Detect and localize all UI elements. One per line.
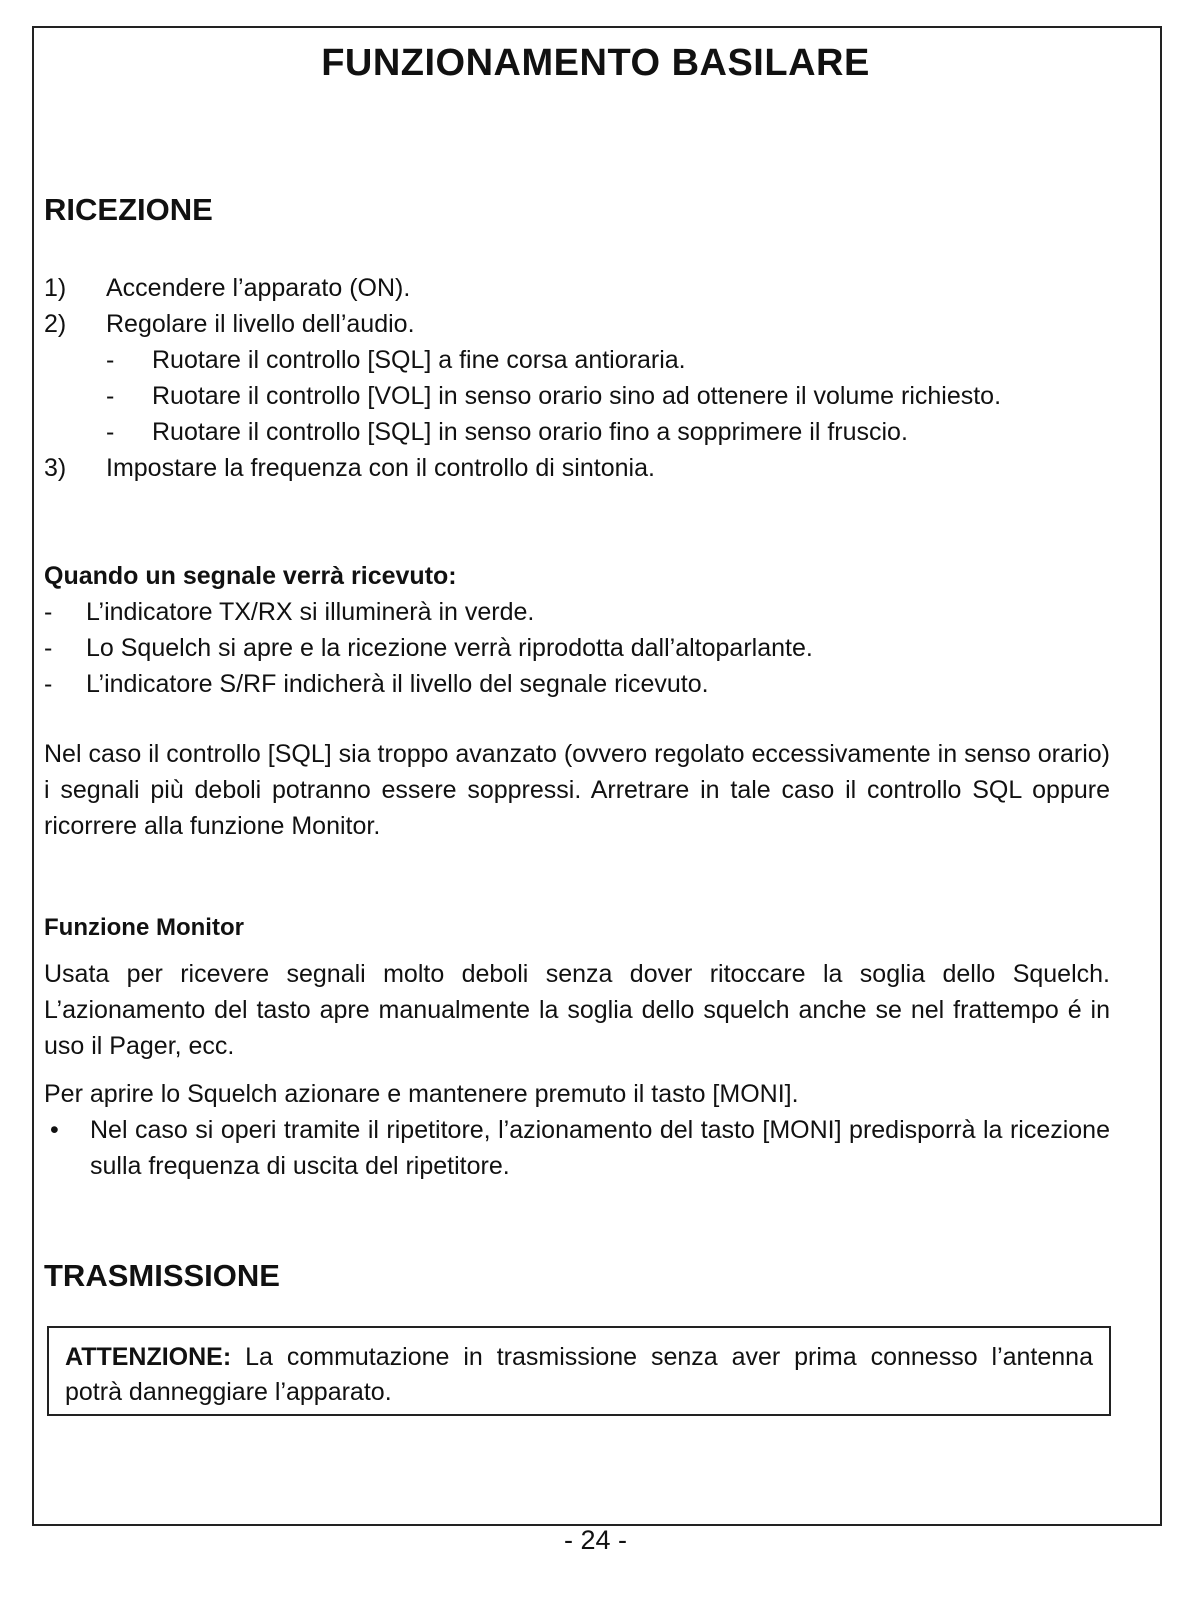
section-heading-trasmissione: TRASMISSIONE xyxy=(44,1258,280,1293)
sub-step-text: Ruotare il controllo [VOL] in senso orario sino ad ottenere il volume richiesto. xyxy=(152,382,1002,410)
signal-received-section xyxy=(44,558,1134,702)
dash-marker: - xyxy=(106,346,115,374)
signal-heading: Quando un segnale verrà ricevuto: xyxy=(44,562,457,590)
sql-note-paragraph: Nel caso il controllo [SQL] sia troppo avanzato (ovvero regolato eccessivamente in senso orario) i segnali più deboli potranno essere soppressi. Arretrare in tale caso il controllo SQL oppure ricorrere alla funzione Monitor. xyxy=(44,740,1110,840)
sub-step xyxy=(106,414,1106,450)
page-title: FUNZIONAMENTO BASILARE xyxy=(321,42,870,84)
signal-list xyxy=(44,594,1134,702)
step-text: Regolare il livello dell’audio. xyxy=(106,310,415,338)
list-item xyxy=(44,594,1134,630)
dash-marker: - xyxy=(44,634,53,662)
list-item xyxy=(44,666,1134,702)
list-item-text: L’indicatore TX/RX si illuminerà in verde. xyxy=(86,598,535,626)
step-number: 1) xyxy=(44,274,67,302)
sub-step-text: Ruotare il controllo [SQL] a fine corsa antioraria. xyxy=(152,346,686,374)
monitor-instruction: Per aprire lo Squelch azionare e mantenere premuto il tasto [MONI]. xyxy=(44,1080,799,1108)
warning-label: ATTENZIONE: xyxy=(65,1343,232,1371)
step-text: Accendere l’apparato (ON). xyxy=(106,274,411,302)
list-item-text: Lo Squelch si apre e la ricezione verrà riprodotta dall’altoparlante. xyxy=(86,634,813,662)
dash-marker: - xyxy=(44,670,53,698)
monitor-paragraph: Usata per ricevere segnali molto deboli senza dover ritoccare la soglia dello Squelch. L’azionamento del tasto apre manualmente la soglia dello squelch anche se nel frattempo é in uso il Pager, ecc. xyxy=(44,960,1110,1060)
monitor-section xyxy=(44,910,1110,1184)
warning-text: La commutazione in trasmissione senza aver prima connesso l’antenna potrà danneggiare l’apparato. xyxy=(65,1343,1093,1406)
reception-steps xyxy=(44,270,1144,486)
step-number: 2) xyxy=(44,310,67,338)
sub-step-text: Ruotare il controllo [SQL] in senso orario fino a sopprimere il fruscio. xyxy=(152,418,908,446)
list-item-text: L’indicatore S/RF indicherà il livello del segnale ricevuto. xyxy=(86,670,709,698)
sub-step xyxy=(106,342,1106,378)
dash-marker: - xyxy=(106,418,115,446)
step-2 xyxy=(44,306,1144,342)
page-number: - 24 - xyxy=(563,1525,628,1555)
step-number: 3) xyxy=(44,454,67,482)
sub-step xyxy=(106,378,1106,414)
monitor-bullet-text: Nel caso si operi tramite il ripetitore, l’azionamento del tasto [MONI] predisporrà la ricezione sulla frequenza di uscita del ripetitore. xyxy=(90,1116,1110,1180)
section-heading-ricezione: RICEZIONE xyxy=(44,192,213,227)
monitor-heading: Funzione Monitor xyxy=(44,914,244,941)
dash-marker: - xyxy=(44,598,53,626)
step-3 xyxy=(44,450,1144,486)
bullet-marker: • xyxy=(50,1116,59,1144)
step-1 xyxy=(44,270,1144,306)
list-item xyxy=(44,630,1134,666)
step-text: Impostare la frequenza con il controllo di sintonia. xyxy=(106,454,655,482)
warning-box xyxy=(47,1326,1111,1416)
dash-marker: - xyxy=(106,382,115,410)
monitor-bullet xyxy=(44,1112,1110,1184)
